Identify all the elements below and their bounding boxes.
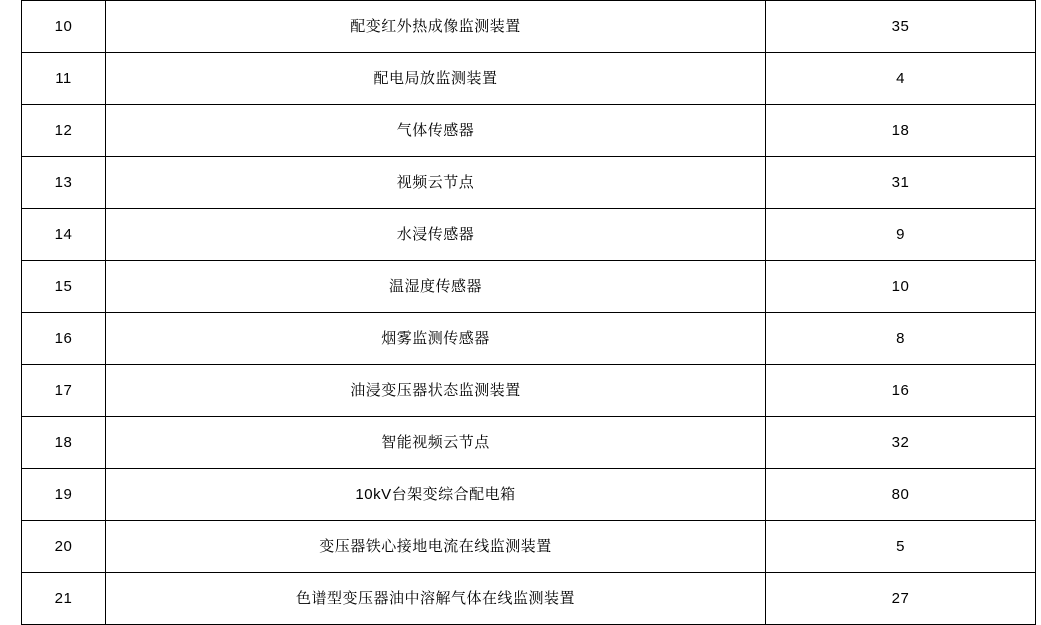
row-index: 11 <box>22 53 106 105</box>
row-device-name: 视频云节点 <box>106 157 766 209</box>
row-device-name: 配变红外热成像监测装置 <box>106 1 766 53</box>
row-device-name: 油浸变压器状态监测装置 <box>106 365 766 417</box>
row-device-name: 色谱型变压器油中溶解气体在线监测装置 <box>106 573 766 625</box>
row-count: 32 <box>766 417 1036 469</box>
table-row <box>22 573 1036 625</box>
table-row <box>22 313 1036 365</box>
row-count: 4 <box>766 53 1036 105</box>
row-device-name: 水浸传感器 <box>106 209 766 261</box>
table-row <box>22 365 1036 417</box>
row-index: 15 <box>22 261 106 313</box>
row-index: 18 <box>22 417 106 469</box>
row-count: 5 <box>766 521 1036 573</box>
row-count: 80 <box>766 469 1036 521</box>
row-index: 12 <box>22 105 106 157</box>
row-index: 14 <box>22 209 106 261</box>
row-device-name: 智能视频云节点 <box>106 417 766 469</box>
row-device-name: 温湿度传感器 <box>106 261 766 313</box>
row-count: 16 <box>766 365 1036 417</box>
row-index: 20 <box>22 521 106 573</box>
row-device-name: 配电局放监测装置 <box>106 53 766 105</box>
row-count: 27 <box>766 573 1036 625</box>
row-count: 9 <box>766 209 1036 261</box>
table-row <box>22 105 1036 157</box>
table-row <box>22 469 1036 521</box>
row-count: 31 <box>766 157 1036 209</box>
row-index: 16 <box>22 313 106 365</box>
table-row <box>22 209 1036 261</box>
table-body <box>22 1 1036 625</box>
table-row <box>22 157 1036 209</box>
row-device-name: 变压器铁心接地电流在线监测装置 <box>106 521 766 573</box>
row-device-name: 气体传感器 <box>106 105 766 157</box>
row-count: 18 <box>766 105 1036 157</box>
row-device-name: 10kV台架变综合配电箱 <box>106 469 766 521</box>
row-device-name: 烟雾监测传感器 <box>106 313 766 365</box>
table-row <box>22 521 1036 573</box>
row-index: 13 <box>22 157 106 209</box>
row-index: 19 <box>22 469 106 521</box>
device-inventory-table <box>21 0 1036 625</box>
row-index: 21 <box>22 573 106 625</box>
row-count: 10 <box>766 261 1036 313</box>
table-row <box>22 53 1036 105</box>
row-count: 35 <box>766 1 1036 53</box>
table-row <box>22 417 1036 469</box>
table-row <box>22 261 1036 313</box>
row-count: 8 <box>766 313 1036 365</box>
row-index: 10 <box>22 1 106 53</box>
table-row <box>22 1 1036 53</box>
row-index: 17 <box>22 365 106 417</box>
